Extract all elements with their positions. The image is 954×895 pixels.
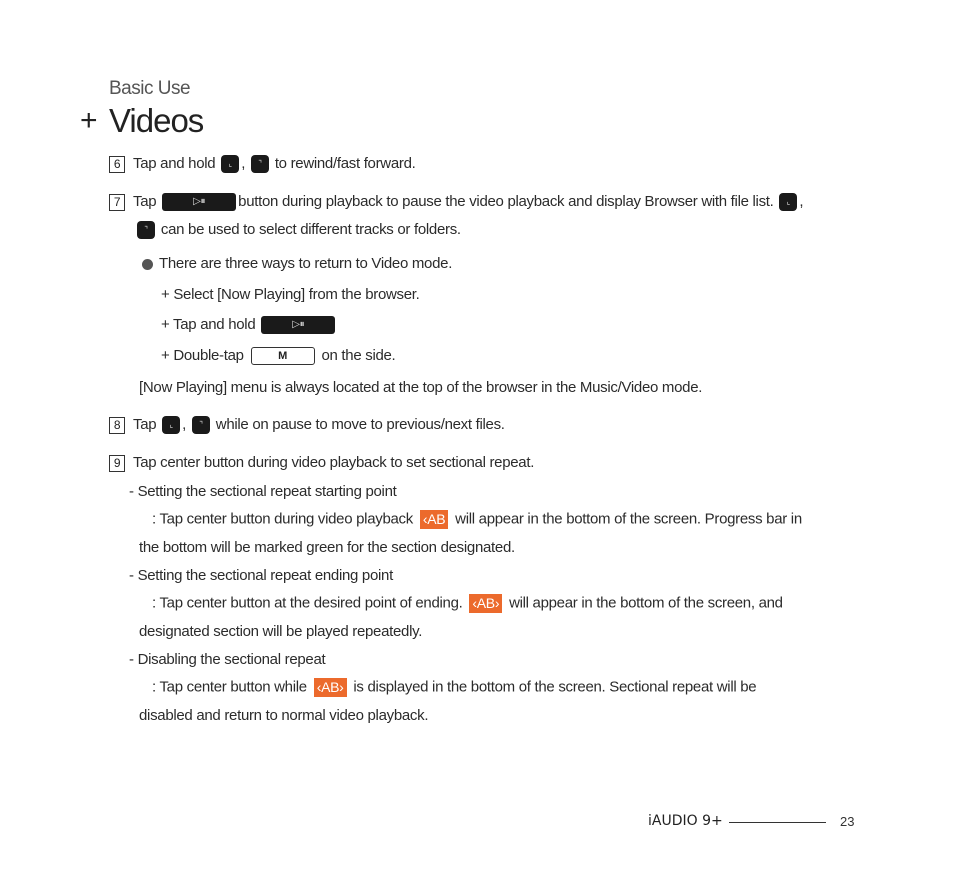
- ab-repeat-start-icon: ‹AB: [420, 510, 448, 529]
- way-3: [161, 347, 395, 365]
- sub-detail-cont: disabled and return to normal video playback.: [139, 707, 429, 724]
- footer-divider: [729, 822, 826, 823]
- page-number: 23: [840, 814, 855, 829]
- way-text: on the side.: [321, 347, 396, 364]
- step-number: 9: [109, 455, 125, 472]
- ab-repeat-icon: ‹AB›: [314, 678, 347, 697]
- step-text: button during playback to pause the video playback and display Browser with file list.: [238, 193, 774, 210]
- step-7-continued: [135, 221, 461, 239]
- step-7: [109, 193, 803, 211]
- detail-text: : Tap center button at the desired point of ending.: [152, 594, 463, 612]
- page-title: Videos: [109, 102, 204, 139]
- prev-key-icon: ⌞: [779, 193, 797, 211]
- sub-detail-cont: designated section will be played repeatedly.: [139, 623, 423, 640]
- step-text: while on pause to move to previous/next files.: [215, 416, 505, 433]
- prev-key-icon: ⌞: [221, 155, 239, 173]
- step-8: [109, 416, 505, 434]
- way-text: + Tap and hold: [161, 316, 256, 333]
- next-key-icon: ⌝: [251, 155, 269, 173]
- step-text: Tap and hold: [133, 155, 216, 172]
- detail-text: is displayed in the bottom of the screen. Sectional repeat will be: [353, 678, 757, 696]
- next-key-icon: ⌝: [137, 221, 155, 239]
- way-2: [161, 316, 337, 334]
- step-text: Tap: [133, 193, 157, 210]
- ab-repeat-icon: ‹AB›: [469, 594, 502, 613]
- detail-text: will appear in the bottom of the screen, and: [509, 594, 783, 612]
- bullet-item: [142, 255, 452, 272]
- separator: ,: [182, 416, 187, 433]
- detail-text: will appear in the bottom of the screen. Progress bar in: [455, 510, 802, 528]
- note: [Now Playing] menu is always located at the top of the browser in the Music/Video mode.: [139, 379, 703, 396]
- way-1: + Select [Now Playing] from the browser.: [161, 286, 420, 303]
- section-label: Basic Use: [109, 78, 191, 99]
- step-text: Tap: [133, 416, 157, 433]
- way-text: + Double-tap: [161, 347, 244, 364]
- step-number: 6: [109, 156, 125, 173]
- sub-detail: [152, 594, 783, 613]
- play-pause-key-icon: ▷⏸: [162, 193, 236, 211]
- step-text: can be used to select different tracks or folders.: [160, 221, 461, 238]
- detail-text: : Tap center button during video playback: [152, 510, 413, 528]
- sub-heading: - Setting the sectional repeat starting point: [129, 483, 397, 500]
- prev-key-icon: ⌞: [162, 416, 180, 434]
- separator: ,: [241, 155, 246, 172]
- bullet-icon: [142, 259, 153, 270]
- separator: ,: [799, 193, 804, 210]
- step-6: [109, 155, 415, 173]
- sub-heading: - Disabling the sectional repeat: [129, 651, 326, 668]
- step-number: 8: [109, 417, 125, 434]
- play-pause-key-icon: ▷⏸: [261, 316, 335, 334]
- plus-icon: +: [80, 104, 98, 137]
- footer-brand: iAUDIO 9+: [648, 813, 723, 829]
- step-text: Tap center button during video playback to set sectional repeat.: [133, 454, 535, 471]
- step-9: [109, 454, 534, 472]
- m-key-icon: M: [251, 347, 315, 365]
- sub-detail-cont: the bottom will be marked green for the section designated.: [139, 539, 515, 556]
- sub-heading: - Setting the sectional repeat ending point: [129, 567, 393, 584]
- next-key-icon: ⌝: [192, 416, 210, 434]
- sub-detail: [152, 678, 756, 697]
- bullet-text: There are three ways to return to Video mode.: [159, 255, 453, 272]
- detail-text: : Tap center button while: [152, 678, 307, 696]
- step-text: to rewind/fast forward.: [274, 155, 416, 172]
- step-number: 7: [109, 194, 125, 211]
- sub-detail: [152, 510, 802, 529]
